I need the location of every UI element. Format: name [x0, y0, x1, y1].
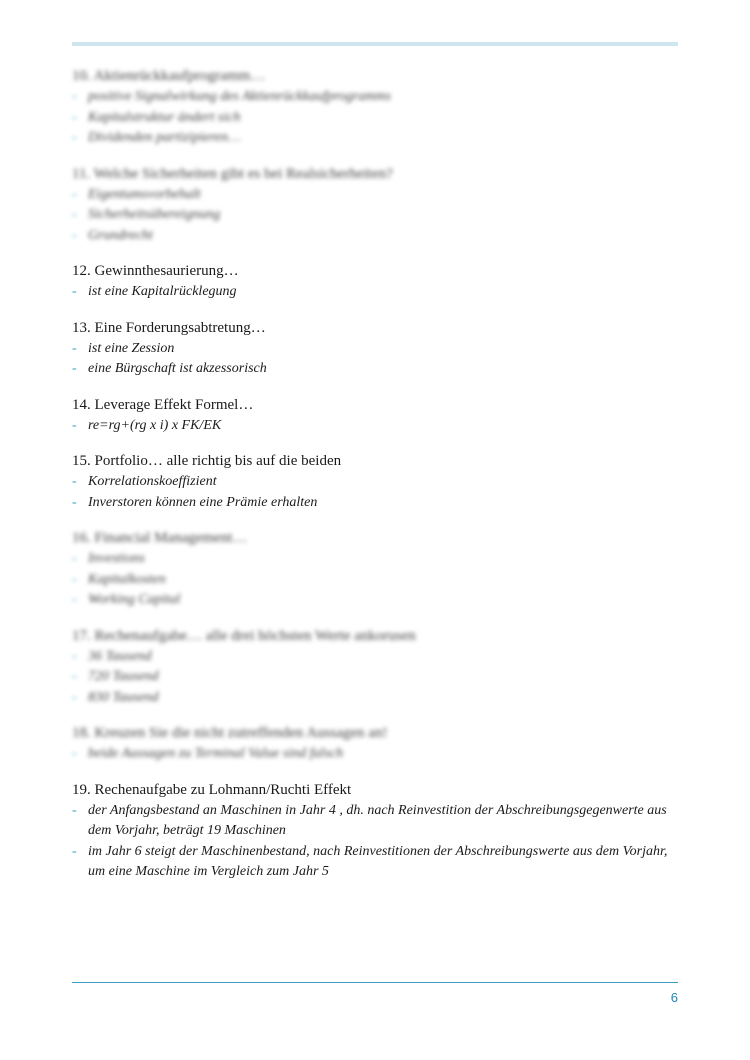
answer-text: 36 Tausend: [88, 648, 152, 664]
bullet-dash: -: [72, 227, 77, 243]
answer-text: positive Signalwirkung des Aktienrückkaufprogramms: [88, 89, 391, 104]
answer-item: [72, 205, 682, 226]
answer-item: [72, 108, 682, 129]
answer-text: ist eine Zession: [88, 340, 175, 356]
answer-item: [72, 416, 682, 437]
bullet-dash: -: [72, 592, 77, 607]
question-title: 18. Kreuzen Sie die nicht zutreffenden Aussagen an!: [72, 725, 388, 741]
answer-list: [72, 801, 682, 883]
question-title: 11. Welche Sicherheiten gibt es bei Realsicherheiten?: [72, 165, 393, 182]
answer-text: Eigentumsvorbehalt: [88, 186, 201, 202]
answer-item: [72, 339, 682, 360]
answer-item: [72, 744, 682, 765]
bullet-dash: -: [72, 648, 77, 664]
question-block: [72, 164, 682, 247]
question-block: [72, 723, 682, 765]
answer-text: im Jahr 6 steigt der Maschinenbestand, nach Reinvestitionen der Abschreibungswerte aus dem Vorjahr, um eine Maschine im Vergleich zum Jahr 5: [88, 843, 668, 879]
question-block: [72, 780, 682, 883]
answer-list: [72, 647, 682, 709]
answer-text: beide Aussagen zu Terminal Value sind falsch: [88, 746, 344, 761]
bullet-dash: -: [72, 843, 77, 859]
answer-list: [72, 744, 682, 765]
answer-list: [72, 339, 682, 380]
answer-text: Working Capital: [88, 592, 181, 607]
bullet-dash: -: [72, 284, 77, 299]
bullet-dash: -: [72, 417, 77, 433]
answer-text: re=rg+(rg x i) x FK/EK: [88, 417, 222, 433]
answer-item: [72, 493, 682, 514]
question-list: [72, 66, 682, 883]
bullet-dash: -: [72, 551, 77, 566]
question-block: [72, 261, 682, 303]
bullet-dash: -: [72, 340, 77, 356]
bullet-dash: -: [72, 571, 77, 587]
question-title: 12. Gewinnthesaurierung…: [72, 263, 239, 279]
question-title: 19. Rechenaufgabe zu Lohmann/Ruchti Effekt: [72, 781, 352, 798]
answer-list: [72, 549, 682, 611]
answer-list: [72, 472, 682, 513]
answer-text: 720 Tausend: [88, 669, 159, 684]
answer-item: [72, 185, 682, 206]
answer-text: Korrelationskoeffizient: [88, 474, 217, 489]
top-rule: [72, 42, 678, 46]
answer-item: [72, 801, 682, 842]
bullet-dash: -: [72, 89, 77, 104]
question-block: [72, 395, 682, 437]
question-block: [72, 626, 682, 709]
bullet-dash: -: [72, 689, 77, 705]
bullet-dash: -: [72, 361, 77, 376]
answer-text: 830 Tausend: [88, 689, 159, 705]
bullet-dash: -: [72, 474, 77, 489]
answer-item: [72, 842, 682, 883]
answer-item: [72, 128, 682, 149]
question-block: [72, 318, 682, 380]
answer-text: ist eine Kapitalrücklegung: [88, 284, 237, 299]
answer-text: eine Bürgschaft ist akzessorisch: [88, 361, 267, 376]
answer-list: [72, 416, 682, 437]
question-title: 15. Portfolio… alle richtig bis auf die beiden: [72, 453, 342, 469]
answer-item: [72, 590, 682, 611]
bullet-dash: -: [72, 207, 77, 222]
answer-item: [72, 570, 682, 591]
question-title: 16. Financial Management…: [72, 530, 248, 546]
answer-item: [72, 647, 682, 668]
bullet-dash: -: [72, 746, 77, 761]
question-title: 17. Rechenaufgabe… alle drei höchsten Werte ankorusen: [72, 627, 416, 644]
answer-item: [72, 472, 682, 493]
answer-item: [72, 549, 682, 570]
answer-item: [72, 282, 682, 303]
answer-item: [72, 667, 682, 688]
bullet-dash: -: [72, 109, 77, 125]
bullet-dash: -: [72, 669, 77, 684]
question-block: [72, 528, 682, 611]
page-number: 6: [670, 990, 678, 1005]
question-block: [72, 451, 682, 513]
answer-text: Sicherheitsübereignung: [88, 207, 221, 222]
answer-text: Grundrecht: [88, 227, 153, 243]
answer-list: [72, 185, 682, 247]
bullet-dash: -: [72, 130, 77, 145]
answer-item: [72, 688, 682, 709]
answer-item: [72, 87, 682, 108]
answer-text: der Anfangsbestand an Maschinen in Jahr 4 , dh. nach Reinvestition der Abschreibungsgegenwerte aus dem Vorjahr, beträgt 19 Maschinen: [88, 802, 667, 838]
answer-text: Inverstoren können eine Prämie erhalten: [88, 494, 318, 510]
question-title: 10. Aktienrückkaufprogramm…: [72, 68, 266, 84]
answer-text: Kapitalstruktur ändert sich: [88, 109, 241, 125]
bullet-dash: -: [72, 802, 77, 818]
question-block: [72, 66, 682, 149]
bullet-dash: -: [72, 186, 77, 202]
answer-list: [72, 282, 682, 303]
answer-text: Investions: [88, 551, 145, 566]
answer-item: [72, 226, 682, 247]
footer-rule: [72, 982, 678, 983]
question-title: 14. Leverage Effekt Formel…: [72, 396, 254, 413]
answer-list: [72, 87, 682, 149]
answer-item: [72, 359, 682, 380]
question-title: 13. Eine Forderungsabtretung…: [72, 319, 266, 336]
answer-text: Kapitalkosten: [88, 571, 166, 587]
bullet-dash: -: [72, 494, 77, 510]
answer-text: Dividenden partizipieren…: [88, 130, 241, 145]
